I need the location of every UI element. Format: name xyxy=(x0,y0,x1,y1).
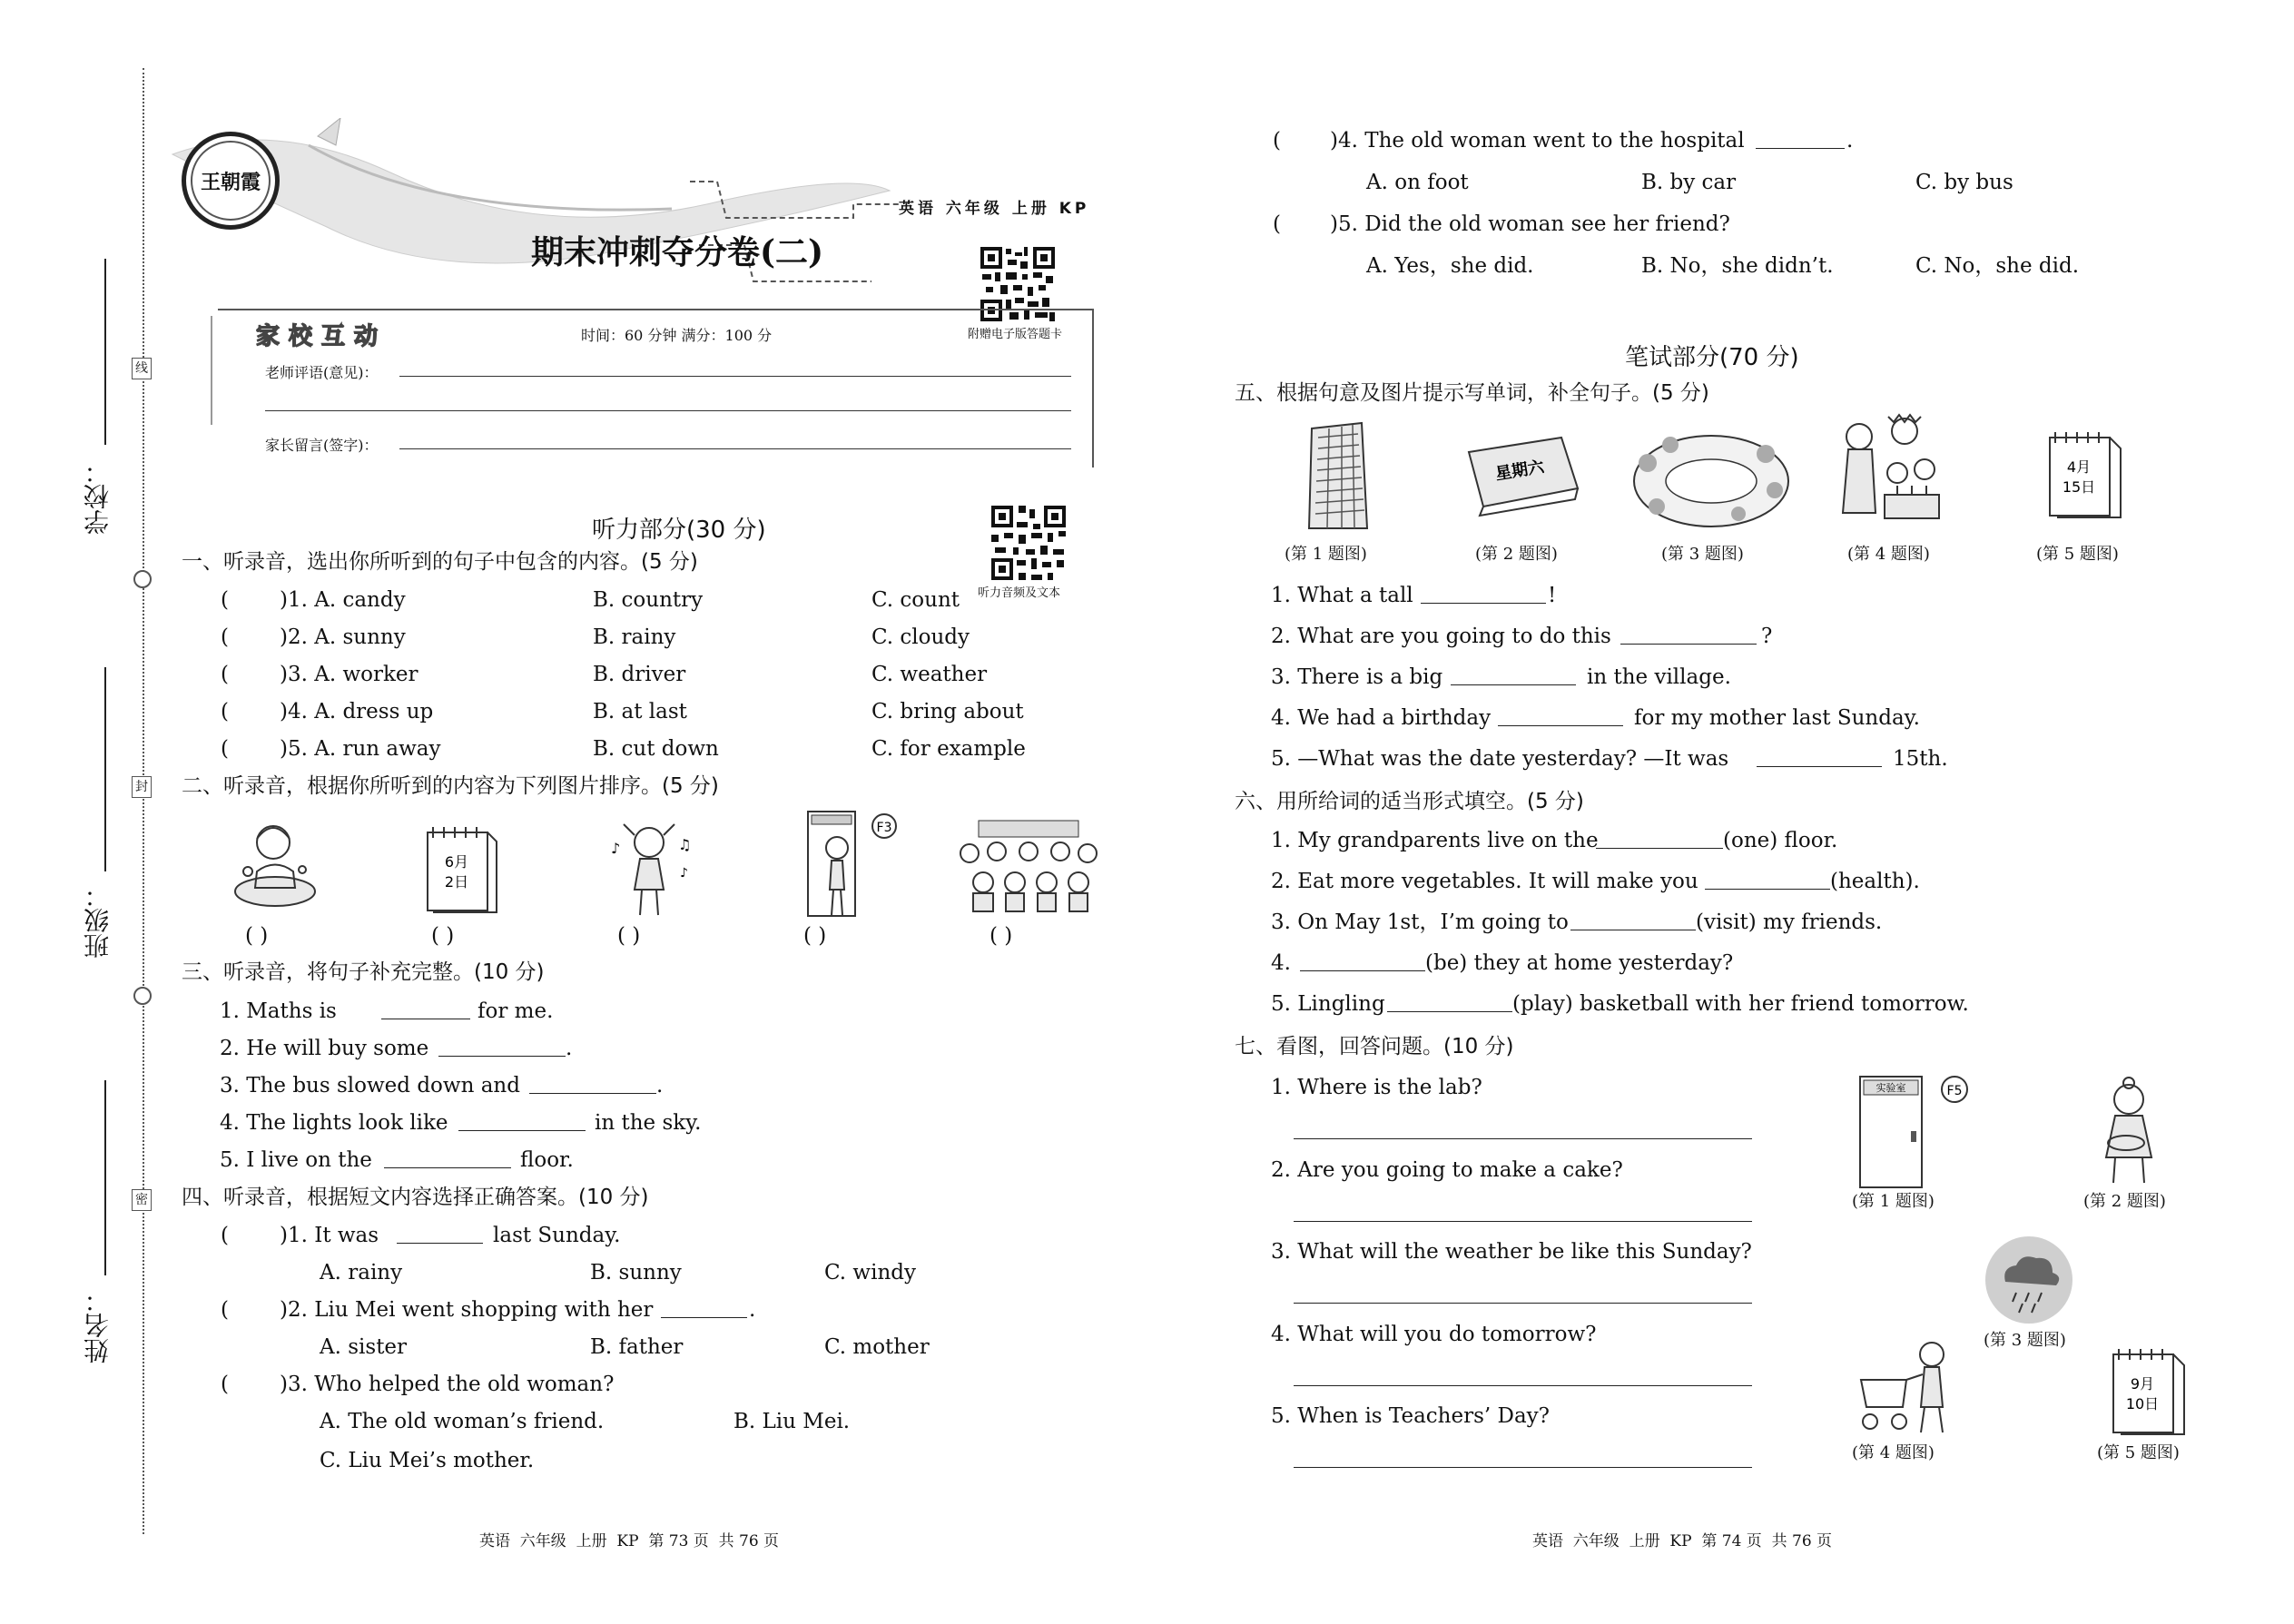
choice-b: B. at last xyxy=(593,700,687,723)
order-paren-4[interactable]: ( ) xyxy=(803,924,827,948)
sentence-start: 1. My grandparents live on the xyxy=(1271,829,1599,852)
section-3-title: 三、听录音，将句子补充完整。(10 分) xyxy=(182,960,545,984)
blank-line[interactable] xyxy=(1498,724,1623,726)
sentence-end: (health). xyxy=(1830,870,1920,893)
blank-line[interactable] xyxy=(1451,684,1576,685)
question-text-end: last Sunday. xyxy=(493,1224,621,1247)
order-paren-1[interactable]: ( ) xyxy=(245,924,269,948)
teacher-comment-line-1[interactable] xyxy=(399,376,1071,377)
boy-at-door-picture xyxy=(801,808,901,921)
option-a: A. on foot xyxy=(1366,171,1469,194)
parent-comment-line[interactable] xyxy=(399,448,1071,449)
option-b: B. No，she didn’t. xyxy=(1641,254,1834,278)
singing-girl-picture xyxy=(604,817,694,921)
question-text: )1. It was xyxy=(280,1224,379,1247)
brand-name: 王朝霞 xyxy=(200,170,261,194)
girl-with-stroller-picture xyxy=(1852,1334,1961,1439)
sentence-end: in the village. xyxy=(1587,665,1731,689)
choice-item-num: )4. A. dress up xyxy=(280,700,434,723)
name-label: 姓名： xyxy=(83,1287,113,1363)
rain-cloud-picture xyxy=(1984,1235,2074,1325)
blank-line[interactable] xyxy=(1756,147,1845,149)
answer-paren[interactable]: ( xyxy=(221,1373,229,1396)
option-c: C. windy xyxy=(824,1261,916,1284)
sentence-start: 3. The bus slowed down and xyxy=(220,1074,520,1097)
page-title: 期末冲刺夺分卷(二) xyxy=(531,233,824,271)
option-a: A. Yes，she did. xyxy=(1366,254,1534,278)
bathing-girl-picture xyxy=(230,817,320,917)
svg-text:♫: ♫ xyxy=(678,836,692,853)
choice-c: C. cloudy xyxy=(871,625,970,649)
answer-paren[interactable]: ( xyxy=(1273,129,1281,153)
question-text: 3. What will the weather be like this Sunday? xyxy=(1271,1240,1752,1264)
option-c: C. by bus xyxy=(1915,171,2013,194)
teacher-comment-label: 老师评语(意见)： xyxy=(265,364,379,381)
option-b: B. sunny xyxy=(590,1261,682,1284)
sentence-start: 4. The lights look like xyxy=(220,1111,448,1135)
picture-caption: (第 3 题图) xyxy=(1984,1331,2066,1350)
section-4-title: 四、听录音，根据短文内容选择正确答案。(10 分) xyxy=(182,1186,649,1209)
choice-c: C. count xyxy=(871,588,960,612)
sentence-end: (be) they at home yesterday? xyxy=(1425,951,1734,975)
question-text-end: . xyxy=(1846,129,1854,153)
question-text: )5. Did the old woman see her friend? xyxy=(1330,212,1730,236)
choice-b: B. cut down xyxy=(593,737,719,761)
listening-audio-qr-code[interactable] xyxy=(989,504,1068,582)
choice-item-num: )2. A. sunny xyxy=(280,625,406,649)
question-text: )3. Who helped the old woman? xyxy=(280,1373,615,1396)
blank-line[interactable] xyxy=(1596,847,1723,849)
option-b: B. by car xyxy=(1641,171,1737,194)
blank-line[interactable] xyxy=(1387,1010,1512,1012)
blank-line[interactable] xyxy=(661,1316,747,1318)
answer-paren[interactable]: ( xyxy=(221,625,229,649)
sentence-start: 4. xyxy=(1271,951,1291,975)
tall-building-picture xyxy=(1298,419,1380,533)
calendar-month: 4月 xyxy=(2066,458,2092,476)
time-score: 时间：60 分钟 满分：100 分 xyxy=(581,327,773,344)
birthday-party-picture xyxy=(1834,413,1961,527)
home-school-badge: 家校互动 xyxy=(252,318,390,351)
sentence-start: 3. There is a big xyxy=(1271,665,1443,689)
answer-paren[interactable]: ( xyxy=(221,1298,229,1322)
option-a: A. sister xyxy=(320,1335,408,1359)
lab-door-sign: 实验室 xyxy=(1876,1082,1906,1094)
answer-paren[interactable]: ( xyxy=(1273,212,1281,236)
sentence-start: 1. What a tall xyxy=(1271,584,1413,607)
section-2-title: 二、听录音，根据你所听到的内容为下列图片排序。(5 分) xyxy=(182,774,719,798)
blank-line[interactable] xyxy=(397,1242,483,1244)
calendar-september-picture xyxy=(2106,1343,2192,1443)
section-1-title: 一、听录音，选出你所听到的句子中包含的内容。(5 分) xyxy=(182,550,698,574)
blank-line[interactable] xyxy=(1705,888,1830,890)
answer-line[interactable] xyxy=(1294,1384,1752,1386)
f3-tag: F3 xyxy=(876,821,892,835)
saturday-sign-picture xyxy=(1462,434,1584,520)
sentence-end: ! xyxy=(1548,584,1557,607)
answer-paren[interactable]: ( xyxy=(221,737,229,761)
sentence-start: 3. On May 1st，I’m going to xyxy=(1271,910,1569,934)
picture-caption: (第 4 题图) xyxy=(1852,1443,1935,1462)
sentence-end: (visit) my friends. xyxy=(1696,910,1883,934)
school-label: 学校： xyxy=(83,458,113,535)
answer-paren[interactable]: ( xyxy=(221,588,229,612)
parent-comment-label: 家长留言(签字)： xyxy=(265,437,379,454)
choice-b: B. country xyxy=(593,588,704,612)
sentence-start: 2. Eat more vegetables. It will make you xyxy=(1271,870,1698,893)
answer-line[interactable] xyxy=(1294,1137,1752,1139)
sentence-end: (one) floor. xyxy=(1723,829,1838,852)
answer-line[interactable] xyxy=(1294,1220,1752,1222)
blank-line[interactable] xyxy=(458,1129,586,1131)
choice-c: C. for example xyxy=(871,737,1026,761)
listening-title: 听力部分(30 分) xyxy=(592,517,766,544)
sentence-end: . xyxy=(566,1037,573,1060)
calendar-day: 10日 xyxy=(2125,1395,2160,1412)
blank-line[interactable] xyxy=(529,1092,656,1094)
calendar-april-picture xyxy=(2043,427,2129,527)
choice-c: C. weather xyxy=(871,663,988,686)
sentence-start: 4. We had a birthday xyxy=(1271,706,1492,730)
binding-mark-line: 线 xyxy=(132,358,152,379)
question-text: )4. The old woman went to the hospital xyxy=(1330,129,1745,153)
binding-hole-1 xyxy=(133,570,152,588)
calendar-day: 15日 xyxy=(2062,478,2096,496)
binding-mark-seal: 封 xyxy=(132,776,152,798)
home-school-box-frame-line xyxy=(211,316,212,425)
blank-line[interactable] xyxy=(1300,969,1425,971)
name-field-line xyxy=(104,1080,106,1275)
footer-left: 英语 六年级 上册 KP 第 73 页 共 76 页 xyxy=(479,1532,780,1550)
answer-line[interactable] xyxy=(1294,1302,1752,1304)
choice-b: B. driver xyxy=(593,663,686,686)
choice-b: B. rainy xyxy=(593,625,676,649)
picture-caption: (第 3 题图) xyxy=(1661,545,1744,564)
question-text-end: . xyxy=(749,1298,756,1322)
question-text: 4. What will you do tomorrow? xyxy=(1271,1323,1597,1346)
choice-item-num: )3. A. worker xyxy=(280,663,418,686)
picture-caption: (第 1 题图) xyxy=(1852,1192,1935,1211)
choice-c: C. bring about xyxy=(871,700,1024,723)
blank-line[interactable] xyxy=(381,1018,470,1019)
calendar-june-picture xyxy=(420,822,502,921)
section-5-title: 五、根据句意及图片提示写单词，补全句子。(5 分) xyxy=(1235,381,1709,405)
sentence-start: 2. He will buy some xyxy=(220,1037,429,1060)
sentence-end: for me. xyxy=(478,999,554,1023)
lab-door-picture xyxy=(1856,1073,1974,1191)
teacher-comment-line-2[interactable] xyxy=(265,410,1071,411)
answer-paren[interactable]: ( xyxy=(221,700,229,723)
calendar-month: 9月 xyxy=(2130,1375,2155,1393)
sentence-end: floor. xyxy=(520,1148,574,1172)
svg-text:♪: ♪ xyxy=(680,866,688,881)
svg-text:♪: ♪ xyxy=(611,840,621,857)
option-a: A. rainy xyxy=(320,1261,403,1284)
brand-logo xyxy=(182,132,280,230)
sentence-start: 1. Maths is xyxy=(220,999,337,1023)
lake-picture xyxy=(1629,427,1793,531)
choice-item-num: )5. A. run away xyxy=(280,737,441,761)
picture-caption: (第 4 题图) xyxy=(1847,545,1930,564)
order-paren-3[interactable]: ( ) xyxy=(617,924,641,948)
blank-line[interactable] xyxy=(1570,929,1696,930)
children-group-picture xyxy=(951,817,1106,917)
section-6-title: 六、用所给词的适当形式填空。(5 分) xyxy=(1235,790,1584,813)
listening-audio-qr-caption: 听力音频及文本 xyxy=(978,586,1061,600)
picture-caption: (第 1 题图) xyxy=(1285,545,1367,564)
girl-making-cake-picture xyxy=(2079,1076,2179,1189)
footer-right: 英语 六年级 上册 KP 第 74 页 共 76 页 xyxy=(1532,1532,1833,1550)
sentence-start: 5. Lingling xyxy=(1271,992,1385,1016)
blank-line[interactable] xyxy=(1757,765,1882,767)
blank-line[interactable] xyxy=(1620,643,1757,645)
blank-line[interactable] xyxy=(1421,602,1546,604)
answer-card-qr-caption: 附赠电子版答题卡 xyxy=(968,328,1063,341)
series-tag: 英语 六年级 上册 KP xyxy=(899,200,1090,218)
binding-dotted-line xyxy=(143,68,144,1534)
sentence-end: (play) basketball with her friend tomorrow. xyxy=(1512,992,1969,1016)
option-b: B. father xyxy=(590,1335,684,1359)
answer-paren[interactable]: ( xyxy=(221,663,229,686)
class-field-line xyxy=(104,667,106,871)
option-b: B. Liu Mei. xyxy=(733,1410,851,1433)
sentence-start: 5. I live on the xyxy=(220,1148,372,1172)
order-paren-2[interactable]: ( ) xyxy=(431,924,455,948)
writing-title: 笔试部分(70 分) xyxy=(1625,344,1799,371)
sentence-end: 15th. xyxy=(1893,747,1948,771)
sentence-end: for my mother last Sunday. xyxy=(1634,706,1920,730)
picture-caption: (第 5 题图) xyxy=(2036,545,2119,564)
choice-item-num: )1. A. candy xyxy=(280,588,406,612)
picture-caption: (第 5 题图) xyxy=(2097,1443,2180,1462)
sentence-start: 5. —What was the date yesterday? —It was xyxy=(1271,747,1729,771)
saturday-sign-text: 星期六 xyxy=(1493,457,1546,485)
binding-mark-secret: 密 xyxy=(132,1189,152,1211)
answer-line[interactable] xyxy=(1294,1466,1752,1468)
binding-hole-2 xyxy=(133,987,152,1005)
question-text: 1. Where is the lab? xyxy=(1271,1076,1482,1099)
order-paren-5[interactable]: ( ) xyxy=(989,924,1013,948)
option-c: C. No，she did. xyxy=(1915,254,2080,278)
calendar-day: 2日 xyxy=(444,873,469,891)
question-text: )2. Liu Mei went shopping with her xyxy=(280,1298,654,1322)
calendar-month: 6月 xyxy=(444,853,469,871)
blank-line[interactable] xyxy=(384,1166,511,1168)
sentence-end: in the sky. xyxy=(595,1111,702,1135)
sentence-end: ? xyxy=(1761,625,1773,648)
question-text: 5. When is Teachers’ Day? xyxy=(1271,1404,1550,1428)
option-c: C. Liu Mei’s mother. xyxy=(320,1449,535,1472)
picture-caption: (第 2 题图) xyxy=(2083,1192,2166,1211)
sentence-start: 2. What are you going to do this xyxy=(1271,625,1611,648)
f5-tag: F5 xyxy=(1946,1084,1963,1098)
class-label: 班级： xyxy=(83,882,113,959)
sentence-end: . xyxy=(656,1074,664,1097)
option-a: A. The old woman’s friend. xyxy=(320,1410,605,1433)
option-c: C. mother xyxy=(824,1335,930,1359)
question-text: 2. Are you going to make a cake? xyxy=(1271,1158,1623,1182)
school-field-line xyxy=(104,259,106,445)
answer-paren[interactable]: ( xyxy=(221,1224,229,1247)
blank-line[interactable] xyxy=(438,1055,566,1057)
section-7-title: 七、看图，回答问题。(10 分) xyxy=(1235,1035,1514,1058)
picture-caption: (第 2 题图) xyxy=(1475,545,1558,564)
